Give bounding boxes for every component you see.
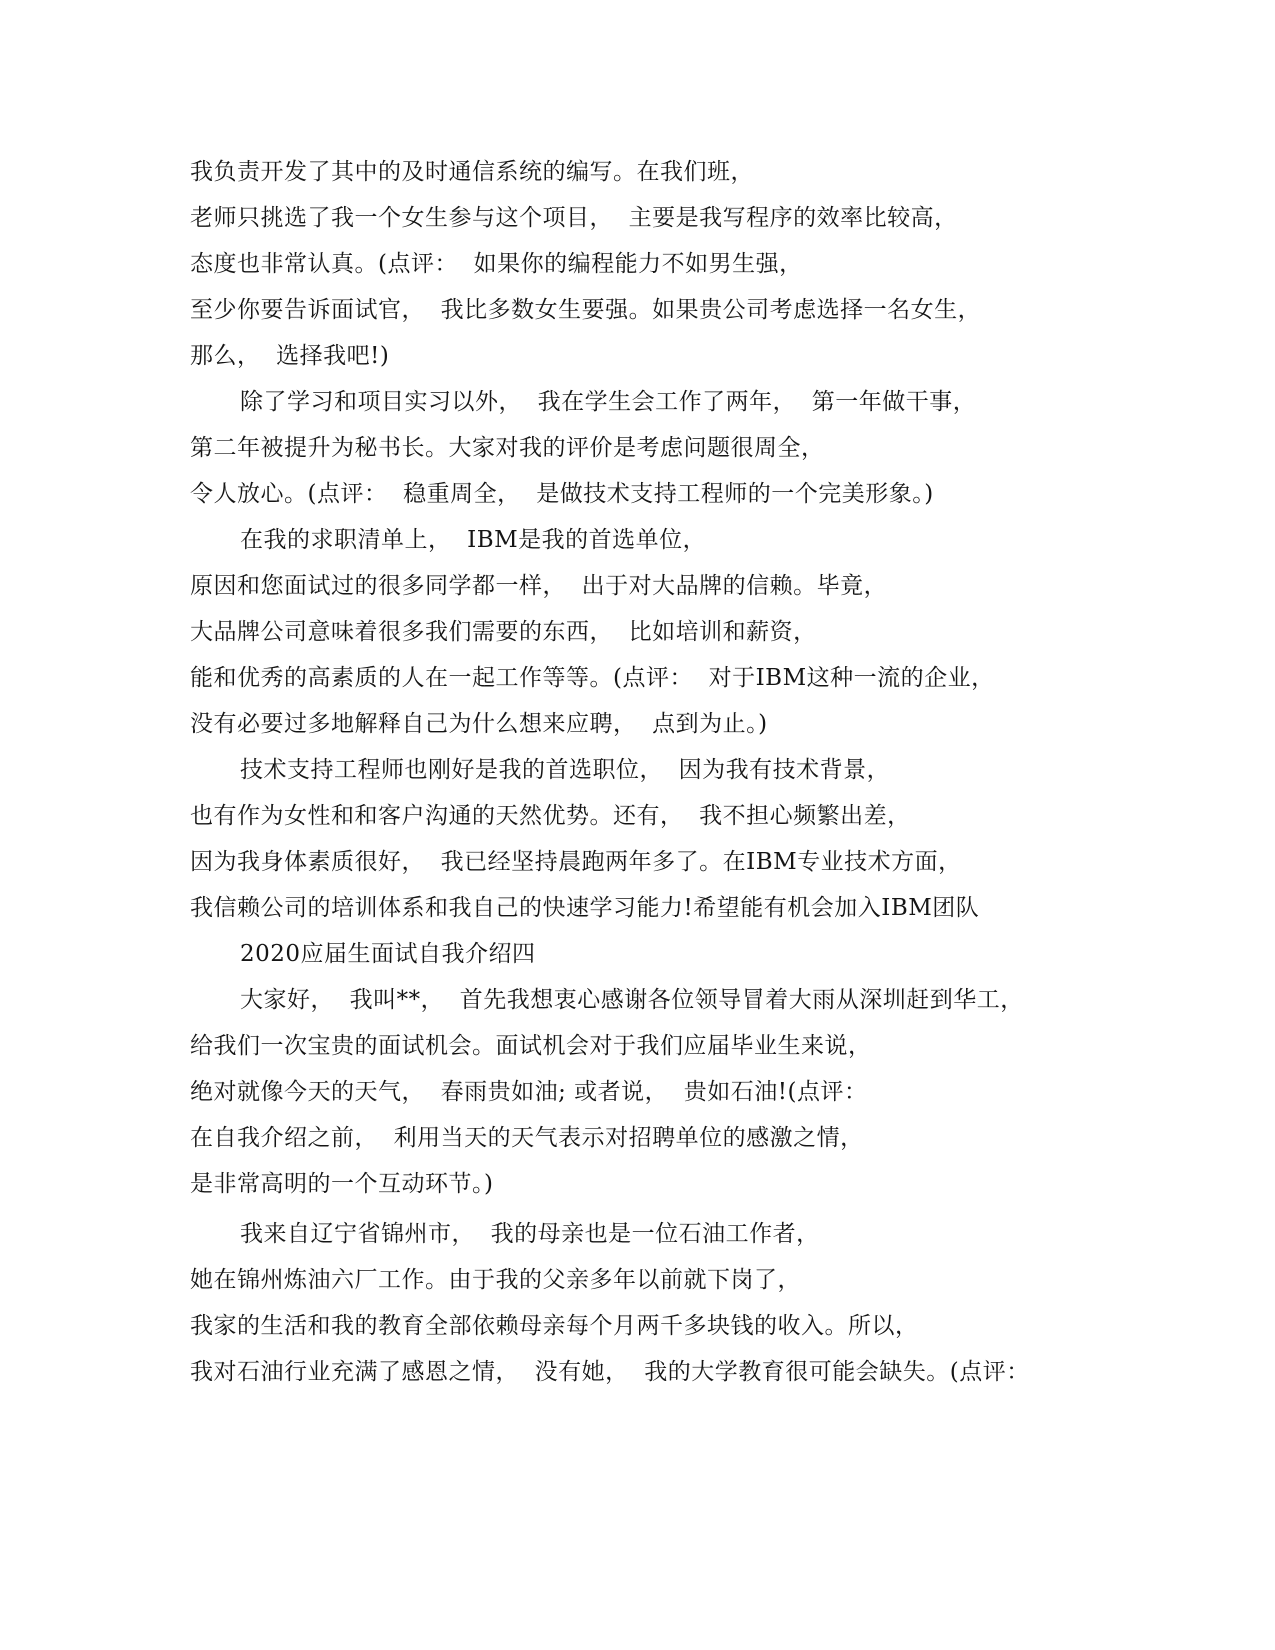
- paragraph-start-line: 技术支持工程师也刚好是我的首选职位， 因为我有技术背景，: [240, 757, 891, 783]
- text-line: 能和优秀的高素质的人在一起工作等等。(点评： 对于IBM这种一流的企业，: [190, 665, 995, 691]
- text-line: 在自我介绍之前， 利用当天的天气表示对招聘单位的感激之情，: [190, 1125, 864, 1151]
- section-heading: 2020应届生面试自我介绍四: [240, 941, 536, 967]
- text-line: 态度也非常认真。(点评： 如果你的编程能力不如男生强，: [190, 251, 803, 277]
- text-line: 没有必要过多地解释自己为什么想来应聘， 点到为止。): [190, 711, 768, 737]
- text-line: 大品牌公司意味着很多我们需要的东西， 比如培训和薪资，: [190, 619, 817, 645]
- text-line: 第二年被提升为秘书长。大家对我的评价是考虑问题很周全，: [190, 435, 825, 461]
- text-line: 我家的生活和我的教育全部依赖母亲每个月两千多块钱的收入。所以，: [190, 1313, 919, 1339]
- text-line: 因为我身体素质很好， 我已经坚持晨跑两年多了。在IBM专业技术方面，: [190, 849, 962, 875]
- text-line: 我信赖公司的培训体系和我自己的快速学习能力!希望能有机会加入IBM团队: [190, 895, 980, 921]
- text-line: 我对石油行业充满了感恩之情， 没有她， 我的大学教育很可能会缺失。(点评：: [190, 1359, 1030, 1385]
- text-line: 我负责开发了其中的及时通信系统的编写。在我们班，: [190, 159, 754, 185]
- text-line: 绝对就像今天的天气， 春雨贵如油; 或者说， 贵如石油!(点评：: [190, 1079, 868, 1105]
- paragraph-start-line: 除了学习和项目实习以外， 我在学生会工作了两年， 第一年做干事，: [240, 389, 977, 415]
- text-line: 至少你要告诉面试官， 我比多数女生要强。如果贵公司考虑选择一名女生，: [190, 297, 982, 323]
- text-line: 那么， 选择我吧!): [190, 343, 390, 369]
- paragraph-start-line: 大家好， 我叫**， 首先我想衷心感谢各位领导冒着大雨从深圳赶到华工，: [240, 987, 1024, 1013]
- paragraph-start-line: 在我的求职清单上， IBM是我的首选单位，: [240, 527, 707, 553]
- text-line: 是非常高明的一个互动环节。): [190, 1171, 494, 1197]
- paragraph-start-line: 我来自辽宁省锦州市， 我的母亲也是一位石油工作者，: [240, 1221, 820, 1247]
- text-line: 原因和您面试过的很多同学都一样， 出于对大品牌的信赖。毕竟，: [190, 573, 888, 599]
- text-line: 给我们一次宝贵的面试机会。面试机会对于我们应届毕业生来说，: [190, 1033, 872, 1059]
- text-line: 她在锦州炼油六厂工作。由于我的父亲多年以前就下岗了，: [190, 1267, 801, 1293]
- text-line: 老师只挑选了我一个女生参与这个项目， 主要是我写程序的效率比较高，: [190, 205, 958, 231]
- text-line: 令人放心。(点评： 稳重周全， 是做技术支持工程师的一个完美形象。): [190, 481, 934, 507]
- text-line: 也有作为女性和和客户沟通的天然优势。还有， 我不担心频繁出差，: [190, 803, 911, 829]
